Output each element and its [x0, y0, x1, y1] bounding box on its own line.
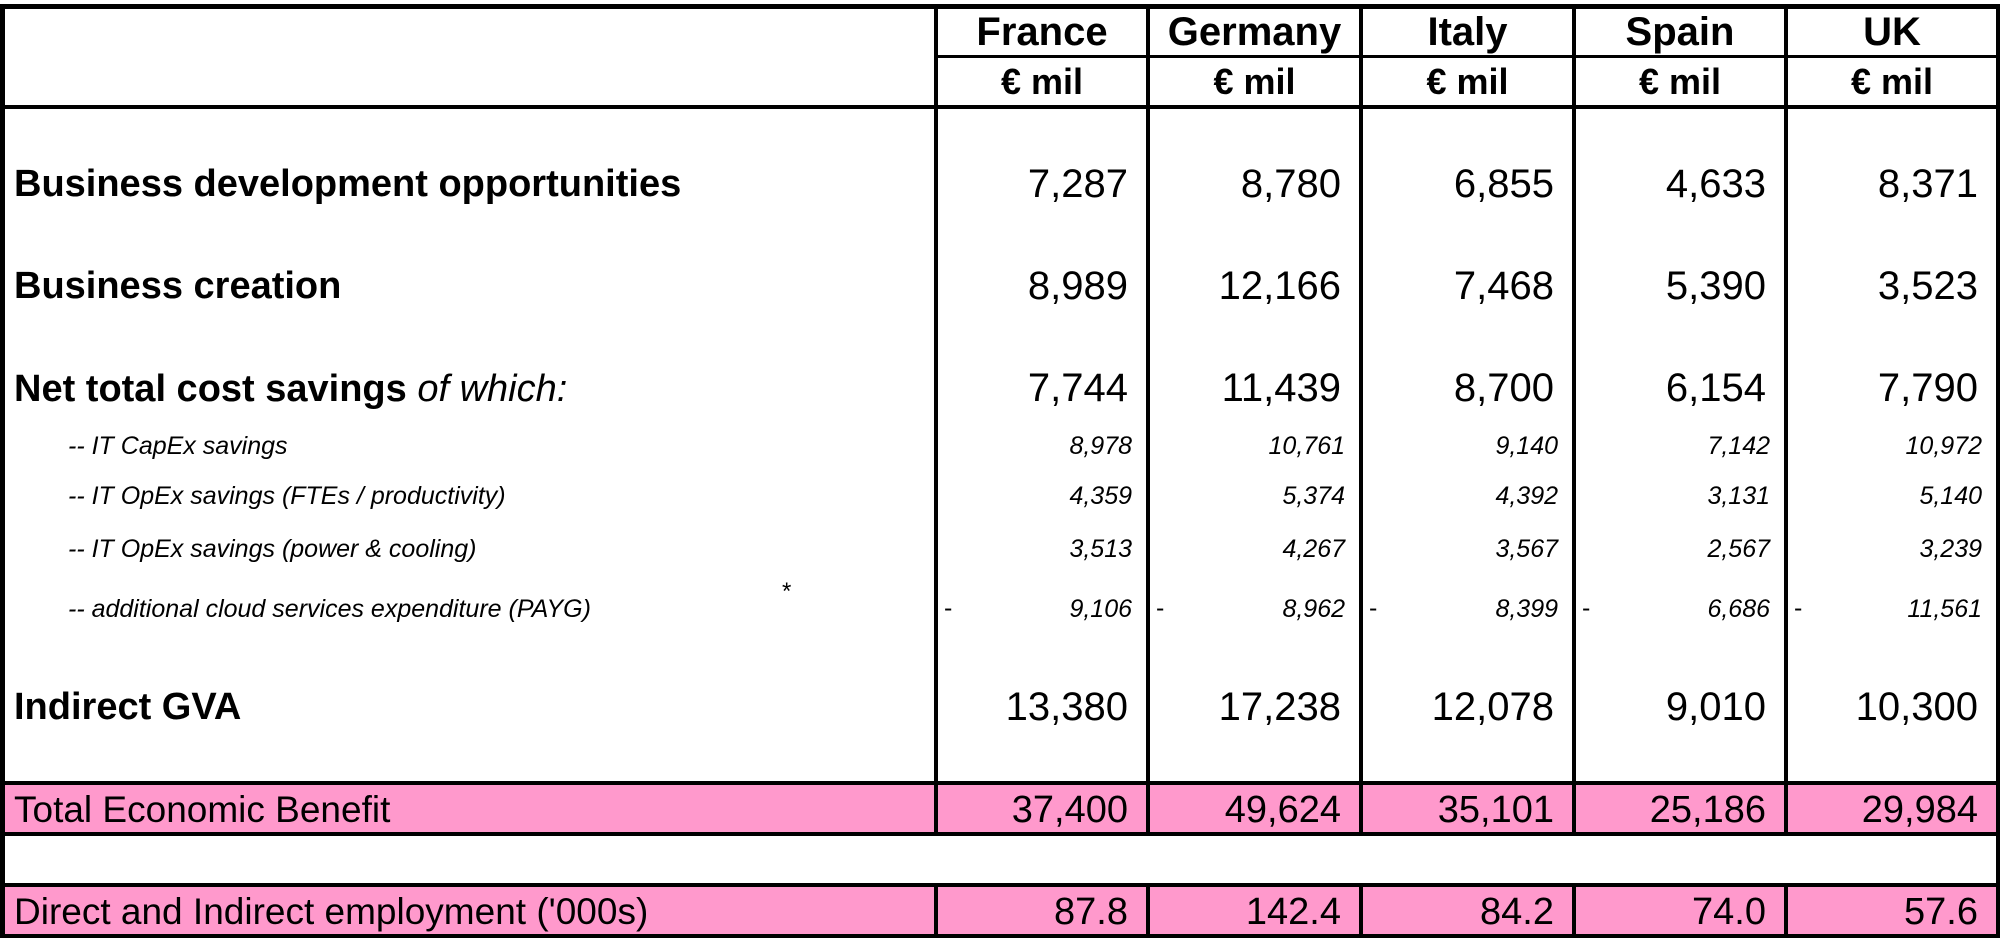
unit-france: € mil [1000, 61, 1084, 102]
value-employment-france: 87.8 [1054, 891, 1128, 933]
negative-sign-germany: - [1156, 594, 1165, 622]
value-business-development-germany: 8,780 [1240, 162, 1341, 206]
rule-header-mid [936, 55, 2000, 58]
rule-employment-top [0, 883, 2000, 887]
value-total-uk: 29,984 [1861, 789, 1978, 831]
value-net-cost-savings-france: 7,744 [1027, 366, 1128, 410]
value-business-development-italy: 6,855 [1453, 162, 1554, 206]
rule-employment-bottom [0, 934, 2000, 938]
row-label-business-development: Business development opportunities [14, 163, 682, 205]
value-total-italy: 35,101 [1437, 789, 1554, 831]
net-cost-savings-label: Net total cost savings [14, 368, 407, 410]
footnote-asterisk: * [782, 578, 792, 605]
value-employment-germany: 142.4 [1245, 891, 1341, 933]
value-it-opex-fte-germany: 5,374 [1282, 482, 1345, 510]
value-business-development-spain: 4,633 [1665, 162, 1766, 206]
rule-top [0, 4, 2000, 9]
value-cloud-expenditure-spain: 6,686 [1707, 595, 1770, 623]
rule-left [0, 4, 5, 938]
negative-sign-uk: - [1794, 594, 1803, 622]
row-label-indirect-gva: Indirect GVA [14, 686, 242, 728]
value-it-opex-power-france: 3,513 [1069, 535, 1132, 563]
row-label-total-economic-benefit: Total Economic Benefit [14, 789, 391, 830]
rule-total-top [0, 781, 2000, 785]
row-label-employment: Direct and Indirect employment ('000s) [14, 891, 649, 932]
value-cloud-expenditure-germany: 8,962 [1282, 595, 1345, 623]
value-it-capex-uk: 10,972 [1905, 432, 1982, 460]
value-total-germany: 49,624 [1224, 789, 1341, 831]
value-it-capex-spain: 7,142 [1707, 432, 1770, 460]
value-cloud-expenditure-italy: 8,399 [1495, 595, 1558, 623]
unit-spain: € mil [1638, 61, 1722, 102]
negative-sign-italy: - [1369, 594, 1378, 622]
unit-uk: € mil [1850, 61, 1934, 102]
negative-sign-spain: - [1582, 594, 1591, 622]
negative-sign-france: - [944, 594, 953, 622]
value-it-opex-fte-uk: 5,140 [1919, 482, 1982, 510]
value-indirect-gva-germany: 17,238 [1218, 685, 1341, 729]
unit-germany: € mil [1213, 61, 1296, 102]
row-label-it-capex: -- IT CapEx savings [68, 432, 288, 460]
header-uk: UK [1863, 10, 1921, 54]
value-business-creation-germany: 12,166 [1218, 264, 1341, 308]
value-indirect-gva-spain: 9,010 [1665, 685, 1766, 729]
value-it-opex-power-uk: 3,239 [1919, 535, 1982, 563]
rule-header-bottom [0, 105, 2000, 109]
header-france: France [976, 10, 1108, 54]
row-label-net-cost-savings [14, 370, 567, 408]
value-business-creation-italy: 7,468 [1453, 264, 1554, 308]
value-indirect-gva-italy: 12,078 [1431, 685, 1554, 729]
value-net-cost-savings-uk: 7,790 [1877, 366, 1978, 410]
row-label-business-creation: Business creation [14, 265, 342, 307]
unit-italy: € mil [1426, 61, 1509, 102]
value-cloud-expenditure-france: 9,106 [1069, 595, 1132, 623]
value-total-france: 37,400 [1011, 789, 1128, 831]
value-business-creation-spain: 5,390 [1665, 264, 1766, 308]
value-it-opex-power-germany: 4,267 [1282, 535, 1345, 563]
value-employment-italy: 84.2 [1480, 891, 1554, 933]
value-business-development-france: 7,287 [1027, 162, 1128, 206]
value-business-development-uk: 8,371 [1877, 162, 1978, 206]
value-indirect-gva-france: 13,380 [1005, 685, 1128, 729]
value-it-capex-italy: 9,140 [1495, 432, 1558, 460]
row-label-it-opex-power: -- IT OpEx savings (power & cooling) [68, 535, 477, 563]
value-it-capex-germany: 10,761 [1268, 432, 1345, 460]
row-label-cloud-expenditure: -- additional cloud services expenditure (PAYG) [68, 595, 591, 623]
value-it-capex-france: 8,978 [1069, 432, 1132, 460]
value-business-creation-france: 8,989 [1027, 264, 1128, 308]
rule-total-bottom [0, 832, 2000, 836]
header-italy: Italy [1427, 10, 1508, 54]
value-net-cost-savings-germany: 11,439 [1221, 366, 1341, 410]
value-it-opex-fte-spain: 3,131 [1707, 482, 1770, 510]
value-it-opex-fte-italy: 4,392 [1495, 482, 1558, 510]
value-employment-spain: 74.0 [1692, 891, 1766, 933]
value-business-creation-uk: 3,523 [1877, 264, 1978, 308]
net-cost-savings-suffix: of which: [417, 368, 568, 410]
value-net-cost-savings-italy: 8,700 [1453, 366, 1554, 410]
header-germany: Germany [1167, 10, 1342, 54]
rule-right [1996, 4, 2000, 938]
value-total-spain: 25,186 [1649, 789, 1766, 831]
header-spain: Spain [1625, 10, 1735, 54]
value-it-opex-fte-france: 4,359 [1069, 482, 1132, 510]
value-employment-uk: 57.6 [1904, 891, 1978, 933]
value-it-opex-power-spain: 2,567 [1707, 535, 1770, 563]
value-net-cost-savings-spain: 6,154 [1665, 366, 1766, 410]
value-it-opex-power-italy: 3,567 [1495, 535, 1558, 563]
value-cloud-expenditure-uk: 11,561 [1907, 595, 1982, 623]
value-indirect-gva-uk: 10,300 [1855, 685, 1978, 729]
row-label-it-opex-fte: -- IT OpEx savings (FTEs / productivity) [68, 482, 506, 510]
